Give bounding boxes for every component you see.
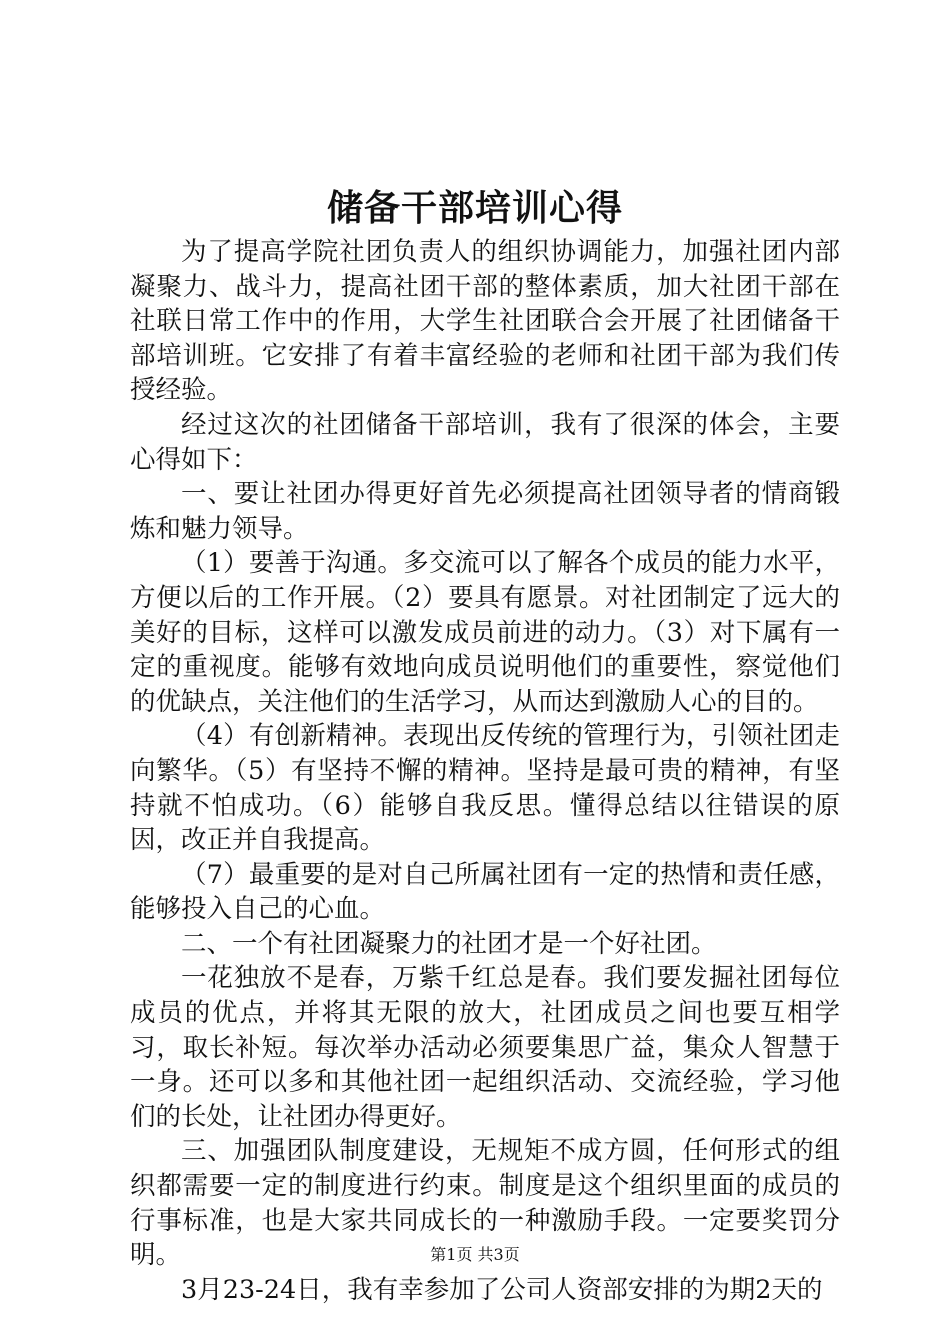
paragraph: 经过这次的社团储备干部培训，我有了很深的体会，主要心得如下： [130,409,840,475]
paragraph: （1）要善于沟通。多交流可以了解各个成员的能力水平，方便以后的工作开展。（2）要具有愿景。对社团制定了远大的美好的目标，这样可以激发成员前进的动力。（3）对下属有一定的重视度。能够有效地向成员说明他们的重要性，察觉他们的优缺点，关注他们的生活学习，从而达到激励人心的目的。 [130,548,840,717]
paragraph: 一、要让社团办得更好首先必须提高社团领导者的情商锻炼和魅力领导。 [130,479,840,544]
paragraph: 为了提高学院社团负责人的组织协调能力，加强社团内部凝聚力、战斗力，提高社团干部的整体素质，加大社团干部在社联日常工作中的作用，大学生社团联合会开展了社团储备干部培训班。它安排了有着丰富经验的老师和社团干部为我们传授经验。 [130,237,840,406]
paragraph: 三、加强团队制度建设，无规矩不成方圆，任何形式的组织都需要一定的制度进行约束。制度是这个组织里面的成员的行事标准，也是大家共同成长的一种激励手段。一定要奖罚分明。 [130,1136,840,1271]
document-body [130,235,840,1307]
paragraph: 3月23-24日，我有幸参加了公司人资部安排的为期2天的 [181,1274,823,1305]
page-number-footer: 第1页 共3页 [430,1245,520,1264]
document-title: 储备干部培训心得 [326,187,623,229]
paragraph: （4）有创新精神。表现出反传统的管理行为，引领社团走向繁华。（5）有坚持不懈的精神。坚持是最可贵的精神，有坚持就不怕成功。（6）能够自我反思。懂得总结以往错误的原因，改正并自我提高。 [130,721,840,856]
paragraph: （7）最重要的是对自己所属社团有一定的热情和责任感，能够投入自己的心血。 [130,859,840,925]
paragraph: 一花独放不是春，万紫千红总是春。我们要发掘社团每位成员的优点，并将其无限的放大，社团成员之间也要互相学习，取长补短。每次举办活动必须要集思广益，集众人智慧于一身。还可以多和其他社团一起组织活动、交流经验，学习他们的长处，让社团办得更好。 [130,963,840,1132]
paragraph: 二、一个有社团凝聚力的社团才是一个好社团。 [181,928,717,959]
